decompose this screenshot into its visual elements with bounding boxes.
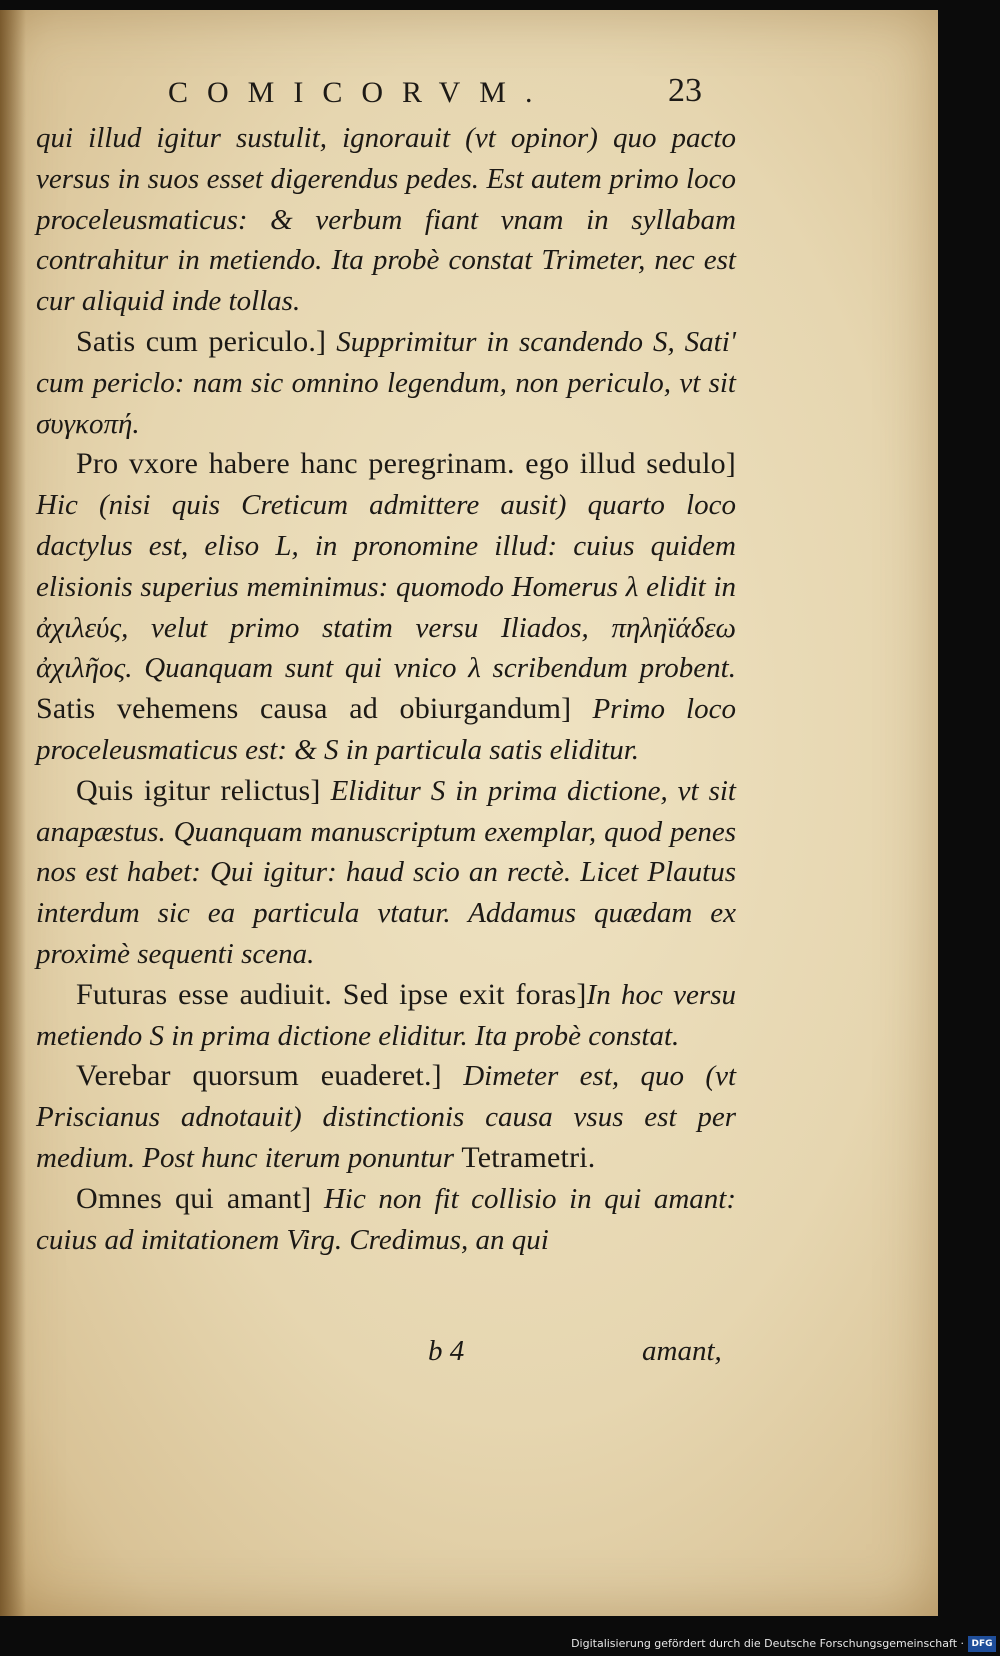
digitization-credit: Digitalisierung gefördert durch die Deutsche Forschungsgemeinschaft · [571, 1637, 964, 1650]
lemma-text: Omnes qui amant] [76, 1181, 312, 1215]
paragraph [36, 771, 736, 975]
main-text [36, 118, 736, 1260]
commentary-text: Supprimitur in scandendo S, Sati' cum periclo: nam sic omnino legendum, non periculo, vt sit συγκοπή. [36, 325, 736, 440]
paragraph [36, 444, 736, 770]
paragraph [36, 118, 736, 322]
page-footer [36, 1335, 736, 1375]
page-gutter-shadow [0, 10, 26, 1616]
commentary-text: Hic (nisi quis Creticum admittere ausit) quarto loco dactylus est, eliso L, in pronomine illud: cuius quidem elisionis superius meminimus: quomodo Homerus λ elidit in ἀχιλεύς, velut primo statim versu Iliados, πηληϊάδεω ἀχιλῆος. Quanquam sunt qui vnico λ scribendum probent. [36, 489, 737, 685]
paragraph [36, 322, 736, 444]
running-head: COMICORVM. [168, 76, 552, 109]
lemma-text: Tetrametri. [461, 1140, 596, 1174]
paragraph [36, 1179, 736, 1261]
lemma-text: Satis cum periculo.] [76, 324, 327, 358]
commentary-text: Eliditur S in prima dictione, vt sit anapæstus. Quanquam manuscriptum exemplar, quod penes nos est habet: Qui igitur: haud scio an rectè. Licet Plautus interdum sic ea particula vtatur. Addamus quædam ex proximè sequenti scena. [36, 774, 736, 970]
lemma-text: Verebar quorsum euaderet.] [76, 1059, 442, 1093]
commentary-text: Dimeter est, quo (vt Priscianus adnotauit) distinctionis causa vsus est per medium. Post hunc iterum ponuntur [36, 1060, 736, 1174]
commentary-text: Hic non fit collisio in qui amant: cuius ad imitationem Virg. Credimus, an qui [36, 1182, 736, 1256]
page-number: 23 [668, 72, 702, 109]
dfg-logo: DFG [968, 1636, 996, 1652]
catchword: amant, [642, 1335, 722, 1367]
commentary-text: In hoc versu metiendo S in prima dictione eliditur. Ita probè constat. [36, 978, 736, 1052]
paragraph [36, 975, 736, 1057]
lemma-text: Satis vehemens causa ad obiurgandum] [36, 692, 572, 726]
commentary-text: Primo loco proceleusmaticus est: & S in particula satis eliditur. [36, 693, 736, 766]
signature-mark: b 4 [428, 1335, 465, 1367]
lemma-text: Pro vxore habere hanc peregrinam. ego illud sedulo] [76, 447, 736, 481]
commentary-text: qui illud igitur sustulit, ignorauit (vt opinor) quo pacto versus in suos esset digerendus pedes. Est autem primo loco proceleusmaticus: & verbum fiant vnam in syllabam contrahitur in metiendo. Ita probè constat Trimeter, nec est cur aliquid inde tollas. [36, 122, 736, 318]
paragraph [36, 1056, 736, 1178]
lemma-text: Futuras esse audiuit. Sed ipse exit foras] [76, 977, 587, 1011]
page-header [0, 72, 938, 112]
lemma-text: Quis igitur relictus] [76, 773, 321, 807]
